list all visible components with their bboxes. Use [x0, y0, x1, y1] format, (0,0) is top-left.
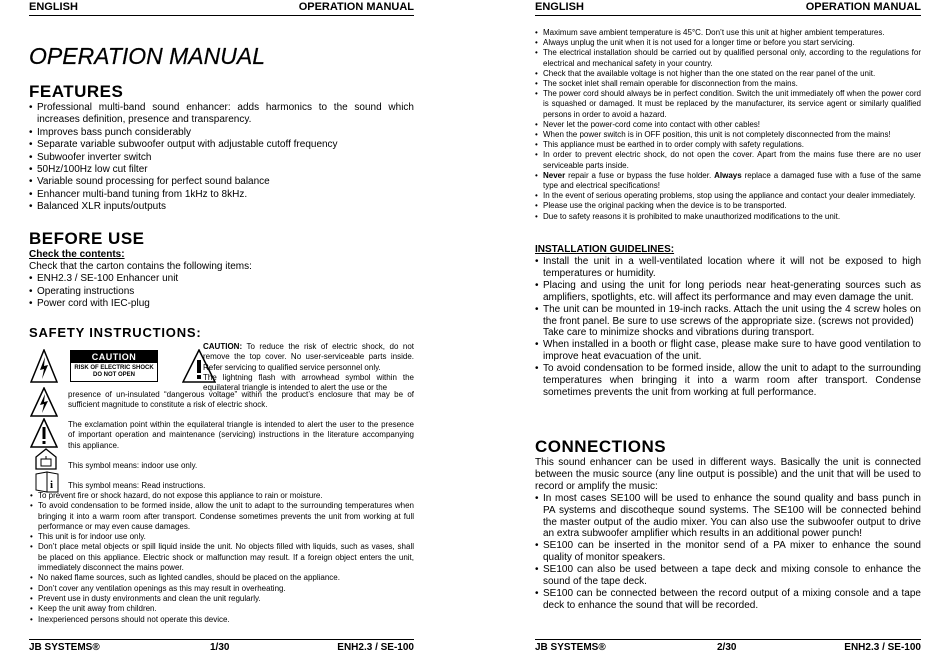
list-item: • Placing and using the unit for long periods near heat-generating sources such as amplifiers, spotlights, etc. will affect its performance and may even damage the unit. — [535, 280, 921, 304]
footer-page-number: 1/30 — [210, 642, 230, 653]
list-item: • Subwoofer inverter switch — [29, 152, 414, 164]
left-page — [29, 0, 414, 654]
installation-heading: INSTALLATION GUIDELINES: — [535, 244, 675, 255]
caution-bold-label: CAUTION: — [203, 342, 243, 351]
list-item: • ENH2.3 / SE-100 Enhancer unit — [29, 273, 414, 285]
lightning-text-b: presence of un-insulated “dangerous voltage” within the product’s enclosure that may be of sufficient magnitude to constitute a risk of electric shock. — [68, 390, 414, 410]
read-instructions-icon — [35, 471, 59, 493]
list-item: • Due to safety reasons it is prohibited to make unauthorized modifications to the unit. — [535, 212, 921, 222]
list-item: • Never let the power-cord come into contact with other cables! — [535, 120, 921, 130]
read-text: This symbol means: Read instructions. — [68, 481, 206, 490]
list-item: • Install the unit in a well-ventilated location where it will not be exposed to high temperatures or humidity. — [535, 256, 921, 280]
features-list — [29, 102, 414, 214]
caution-label-subtitle: RISK OF ELECTRIC SHOCK DO NOT OPEN — [74, 365, 154, 378]
header-language: ENGLISH — [535, 1, 584, 13]
fuse-never: Never — [543, 170, 566, 180]
list-item: • Operating instructions — [29, 286, 414, 298]
list-item: • To avoid condensation to be formed inside, allow the unit to adapt to the surrounding temperatures when bringing it into a warm room after transport. Condense sometimes prevents the unit from working at full performance or may even cause damages. — [30, 501, 414, 532]
footer-brand: JB SYSTEMS® — [29, 642, 100, 653]
safety-list — [30, 491, 414, 625]
list-item: • When installed in a booth or flight case, please make sure to have good ventilation to improve heat evacuation of the unit. — [535, 339, 921, 363]
list-item: • Separate variable subwoofer output with adjustable cutoff frequency — [29, 139, 414, 151]
safety-heading: SAFETY INSTRUCTIONS: — [29, 325, 202, 340]
header-title: OPERATION MANUAL — [298, 1, 414, 13]
list-item: • Don’t cover any ventilation openings as this may result in overheating. — [30, 584, 414, 594]
list-item: • When the power switch is in OFF position, this unit is not completely disconnected from the mains! — [535, 130, 921, 140]
page-footer — [29, 639, 414, 655]
list-item: • SE100 can be connected between the record output of a mixing console and a tape deck to enhance the sound that will be recorded. — [535, 588, 921, 612]
indoor-use-icon — [35, 448, 57, 470]
list-item: • In order to prevent electric shock, do not open the cover. Apart from the mains fuse there are no user serviceable parts inside. — [535, 150, 921, 170]
footer-page-number: 2/30 — [717, 642, 737, 653]
list-item — [535, 171, 921, 191]
before-use-heading: BEFORE USE — [29, 229, 145, 248]
indoor-text: This symbol means: indoor use only. — [68, 461, 198, 470]
caution-text-block — [203, 342, 414, 373]
list-item: • Please use the original packing when the device is to be transported. — [535, 201, 921, 211]
list-item: • No naked flame sources, such as lighted candles, should be placed on the appliance. — [30, 573, 414, 583]
list-item: • The power cord should always be in perfect condition. Switch the unit immediately off when the power cord is squashed or damaged. It must be replaced by the manufacturer, its service agent or similarly qualified persons in order to avoid a hazard. — [535, 89, 921, 120]
list-item: • The electrical installation should be carried out by qualified personal only, according to the regulations for electrical and mechanical safety in your country. — [535, 48, 921, 68]
list-item: • 50Hz/100Hz low cut filter — [29, 164, 414, 176]
connections-intro: This sound enhancer can be used in different ways. Basically the unit is connected between the music source (any line output is possible) and the unit that will be used to record or amplify the music: — [535, 457, 921, 492]
lightning-text-a: The lightning flash with arrowhead symbol within the equilateral triangle is intended to alert the use or the — [203, 373, 414, 393]
installation-list — [535, 256, 921, 399]
list-item: • This appliance must be earthed in to order comply with safety regulations. — [535, 140, 921, 150]
list-item: • Inexperienced persons should not operate this device. — [30, 615, 414, 625]
list-item: • Check that the available voltage is not higher than the one stated on the rear panel of the unit. — [535, 69, 921, 79]
right-page — [535, 0, 921, 654]
fuse-text-2: replace a damaged fuse with a fuse of the same type and electrical specifications! — [543, 170, 922, 191]
list-item: • Improves bass punch considerably — [29, 127, 414, 139]
safety-list-continued — [535, 28, 921, 222]
lightning-flash-icon — [30, 387, 58, 417]
contents-list — [29, 273, 414, 310]
page-header — [535, 0, 921, 16]
safety-section — [29, 325, 414, 340]
caution-label-title: CAUTION — [71, 351, 157, 363]
list-item: • Always unplug the unit when it is not used for a longer time or before you start servicing. — [535, 38, 921, 48]
svg-text:i: i — [50, 479, 54, 491]
list-item: • Enhancer multi-band tuning from 1kHz to 8kHz. — [29, 189, 414, 201]
footer-brand: JB SYSTEMS® — [535, 642, 606, 653]
list-item: • In most cases SE100 will be used to enhance the sound quality and bass punch in PA systems and discotheque sound systems. The SE100 will be connected behind the master output of the audio mixer. You can also use the subwoofer output to drive an extra subwoofer amplifier which results in an additional power punch! — [535, 493, 921, 541]
exclamation-text: The exclamation point within the equilateral triangle is intended to alert the user to the presence of important operation and maintenance (servicing) instructions in the literature accompanying this appliance. — [68, 420, 414, 450]
list-item: • This unit is for indoor use only. — [30, 532, 414, 542]
footer-model: ENH2.3 / SE-100 — [337, 642, 414, 653]
exclamation-point-icon — [30, 418, 58, 448]
footer-model: ENH2.3 / SE-100 — [844, 642, 921, 653]
header-language: ENGLISH — [29, 1, 78, 13]
list-item: • To prevent fire or shock hazard, do not expose this appliance to rain or moisture. — [30, 491, 414, 501]
connections-list — [535, 493, 921, 612]
list-item: • Variable sound processing for perfect sound balance — [29, 176, 414, 188]
header-title: OPERATION MANUAL — [805, 1, 921, 13]
main-title: OPERATION MANUAL — [29, 43, 265, 69]
features-heading: FEATURES — [29, 82, 124, 101]
list-item: • The socket inlet shall remain operable for disconnection from the mains. — [535, 79, 921, 89]
page-footer — [535, 639, 921, 655]
caution-label — [70, 350, 158, 382]
installation-section — [535, 244, 921, 399]
list-item: • SE100 can be inserted in the monitor send of a PA mixer to enhance the sound quality of monitor speakers. — [535, 540, 921, 564]
lightning-warning-icon — [30, 349, 58, 383]
list-item: • SE100 can also be used between a tape deck and mixing console to enhance the sound of the tape deck. — [535, 564, 921, 588]
connections-section — [535, 437, 921, 612]
list-item: • Don’t place metal objects or spill liquid inside the unit. No objects filled with liquids, such as vases, shall be placed on this appliance. Electric shock or malfunction may result. If a foreign object enters the unit, immediately disconnect the mains power. — [30, 542, 414, 573]
list-item: • In the event of serious operating problems, stop using the appliance and contact your dealer immediately. — [535, 191, 921, 201]
fuse-text-1: repair a fuse or bypass the fuse holder. — [565, 170, 715, 180]
caution-text: To reduce the risk of electric shock, do not remove the top cover. No user-serviceable parts inside. Refer servicing to qualified service personnel only. — [203, 342, 415, 372]
rack-mount-text: The unit can be mounted in 19-inch racks. Attach the unit using the 4 screw holes on the front panel. Be sure to use screws of the appropriate size. (screws not provided) — [543, 303, 921, 327]
list-item: • Keep the unit away from children. — [30, 604, 414, 614]
rack-mount-note: Take care to minimize shocks and vibrations during transport. — [543, 327, 815, 339]
list-item: • Professional multi-band sound enhancer: adds harmonics to the sound which increases definition, presence and transparency. — [29, 102, 414, 127]
list-item — [535, 304, 921, 340]
list-item: • Power cord with IEC-plug — [29, 298, 414, 310]
before-use-section — [29, 229, 414, 311]
list-item: • Maximum save ambient temperature is 45°C. Don’t use this unit at higher ambient temperatures. — [535, 28, 921, 38]
list-item: • To avoid condensation to be formed inside, allow the unit to adapt to the surrounding temperatures when bringing it into a warm room after transport. Condense sometimes prevents the unit from working at full performance. — [535, 363, 921, 399]
list-item: • Prevent use in dusty environments and clean the unit regularly. — [30, 594, 414, 604]
features-section — [29, 82, 414, 214]
contents-intro: Check that the carton contains the following items: — [29, 261, 252, 272]
list-item: • Balanced XLR inputs/outputs — [29, 201, 414, 213]
fuse-always: Always — [714, 170, 742, 180]
page-header — [29, 0, 414, 16]
check-contents-subheading: Check the contents: — [29, 249, 125, 260]
connections-heading: CONNECTIONS — [535, 437, 667, 456]
